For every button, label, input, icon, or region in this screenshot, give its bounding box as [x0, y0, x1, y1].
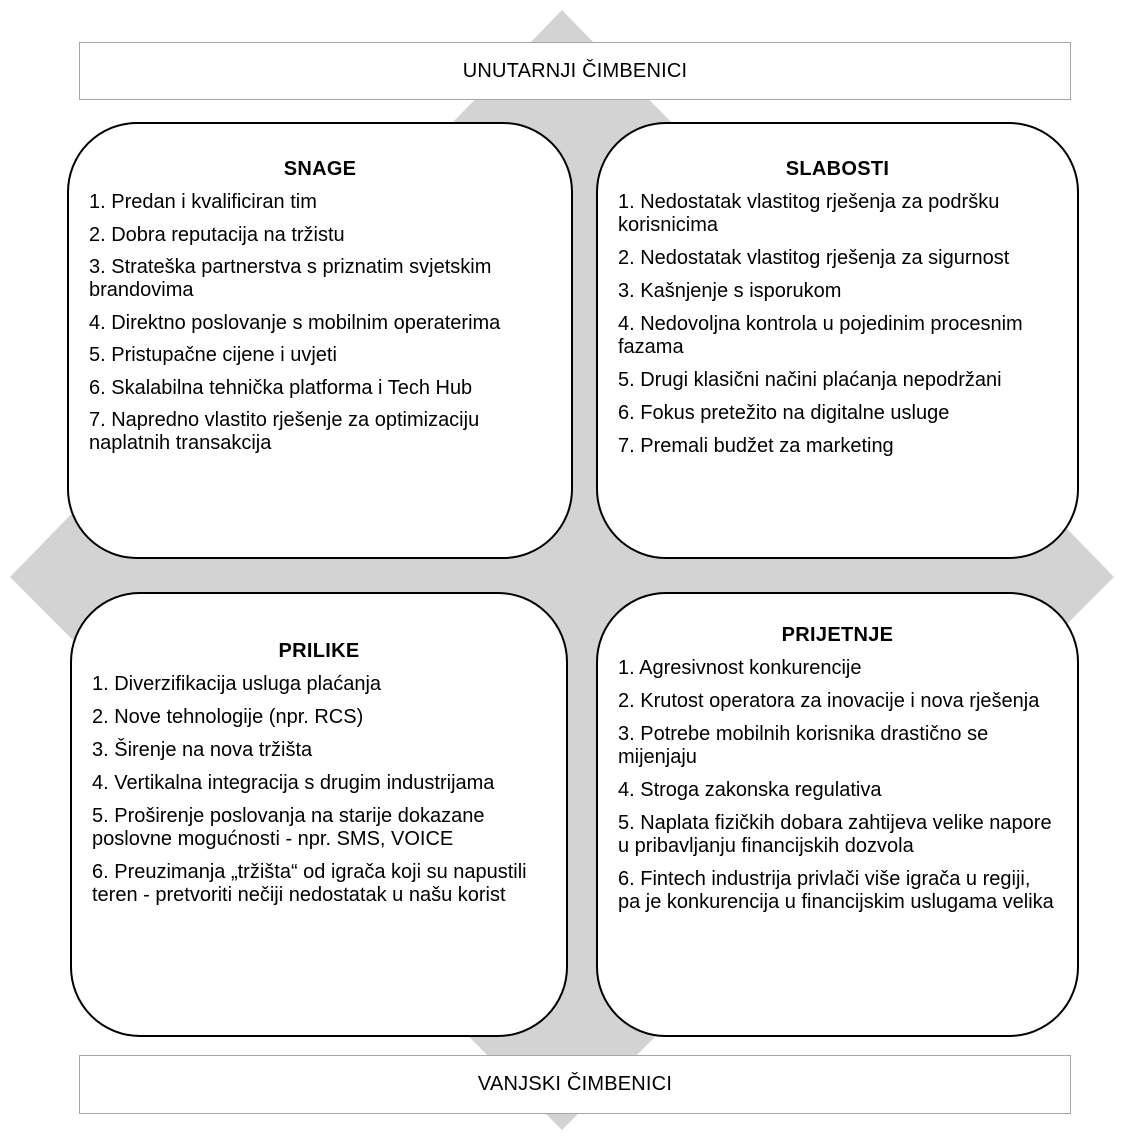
weakness-item: 3. Kašnjenje s isporukom	[618, 280, 842, 302]
strength-item: 6. Skalabilna tehnička platforma i Tech Hub	[89, 376, 473, 399]
external-factors-label: VANJSKI ČIMBENICI	[477, 1073, 673, 1095]
threats-title: PRIJETNJE	[781, 624, 894, 646]
strength-item: 1. Predan i kvalificiran tim	[89, 191, 317, 213]
threat-item: 3. Potrebe mobilnih korisnika drastično se mijenjaju	[618, 723, 989, 768]
strength-item: 2. Dobra reputacija na tržistu	[89, 223, 345, 246]
opportunities-title: PRILIKE	[278, 640, 360, 662]
weakness-item: 5. Drugi klasični načini plaćanja nepodržani	[618, 369, 1002, 391]
strength-item: 3. Strateška partnerstva s priznatim svjetskim brandovima	[89, 256, 492, 301]
opportunity-item: 3. Širenje na nova tržišta	[92, 739, 313, 761]
weakness-item: 6. Fokus pretežito na digitalne usluge	[618, 402, 950, 424]
strength-item: 7. Napredno vlastito rješenje za optimizaciju naplatnih transakcija	[89, 409, 480, 454]
weaknesses-box	[596, 122, 1079, 559]
opportunity-item: 6. Preuzimanja „tržišta“ od igrača koji su napustili teren - pretvoriti nečiji nedostatak u našu korist	[92, 861, 527, 906]
threat-item: 4. Stroga zakonska regulativa	[618, 779, 882, 801]
threat-item: 5. Naplata fizičkih dobara zahtijeva velike napore u pribavljanju financijskih dozvola	[618, 812, 1052, 857]
internal-factors-banner	[79, 42, 1071, 100]
opportunity-item: 1. Diverzifikacija usluga plaćanja	[92, 673, 382, 695]
weakness-item: 2. Nedostatak vlastitog rješenja za sigurnost	[618, 247, 1010, 269]
weakness-item: 4. Nedovoljna kontrola u pojedinim procesnim fazama	[618, 313, 1023, 358]
threat-item: 2. Krutost operatora za inovacije i nova rješenja	[618, 690, 1040, 712]
strengths-box	[67, 122, 573, 559]
threat-item: 1. Agresivnost konkurencije	[618, 657, 862, 679]
threat-item: 6. Fintech industrija privlači više igrača u regiji, pa je konkurencija u financijskim uslugama velika	[618, 868, 1054, 913]
weaknesses-title: SLABOSTI	[785, 158, 890, 180]
opportunities-box	[70, 592, 568, 1037]
strength-item: 4. Direktno poslovanje s mobilnim operaterima	[89, 311, 501, 334]
threats-box	[596, 592, 1079, 1037]
opportunity-item: 2. Nove tehnologije (npr. RCS)	[92, 706, 364, 728]
external-factors-banner	[79, 1055, 1071, 1114]
strength-item: 5. Pristupačne cijene i uvjeti	[89, 344, 337, 366]
opportunity-item: 5. Proširenje poslovanja na starije dokazane poslovne mogućnosti - npr. SMS, VOICE	[92, 805, 485, 850]
weakness-item: 7. Premali budžet za marketing	[618, 435, 894, 457]
weakness-item: 1. Nedostatak vlastitog rješenja za podršku korisnicima	[618, 191, 1000, 236]
strengths-title: SNAGE	[283, 158, 357, 180]
internal-factors-label: UNUTARNJI ČIMBENICI	[462, 59, 688, 82]
opportunity-item: 4. Vertikalna integracija s drugim industrijama	[92, 772, 495, 794]
